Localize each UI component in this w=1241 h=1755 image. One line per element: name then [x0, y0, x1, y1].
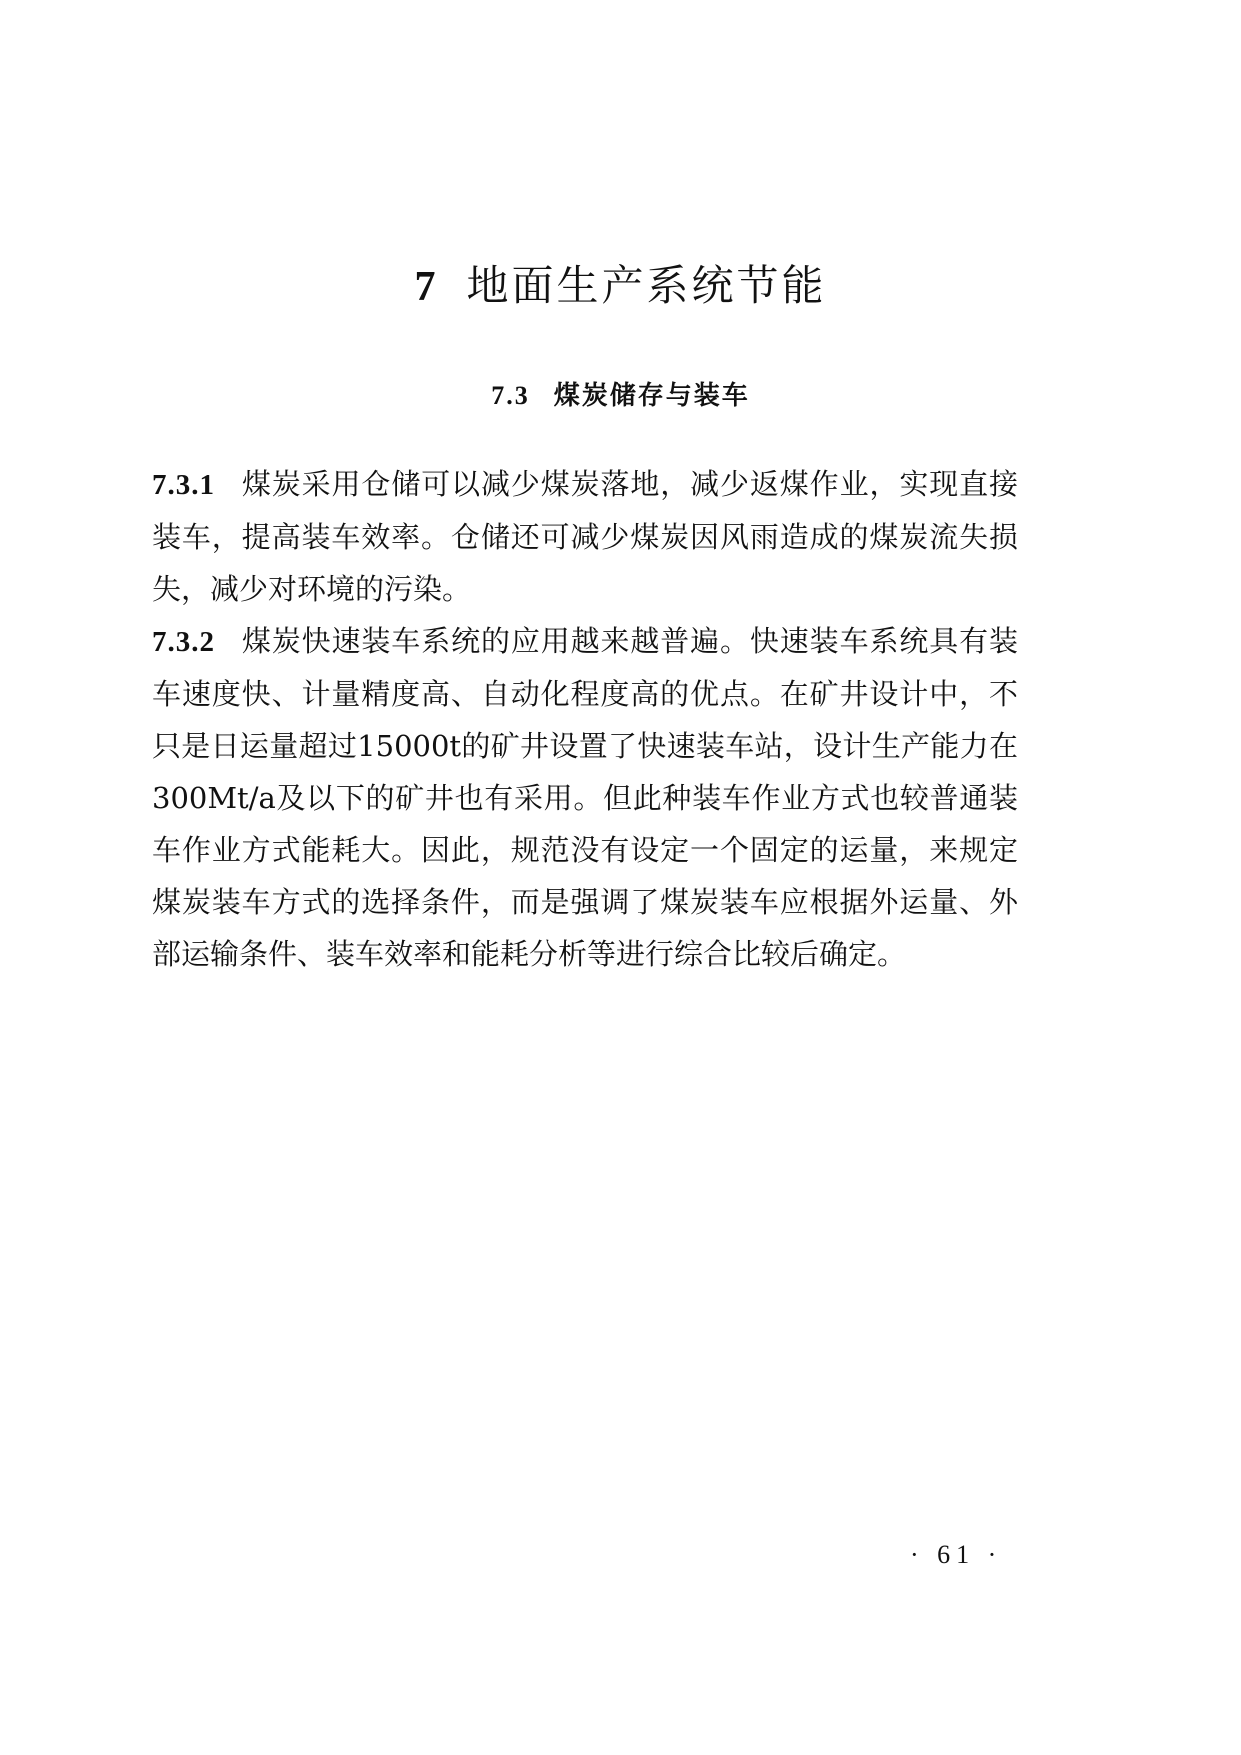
- chapter-title-text: 地面生产系统节能: [466, 261, 827, 310]
- page-number: · 61 ·: [910, 1540, 1003, 1569]
- chapter-title: [0, 258, 1241, 315]
- chapter-number: 7: [414, 264, 439, 310]
- clause-text: 煤炭快速装车系统的应用越来越普遍。快速装车系统具有装车速度快、计量精度高、自动化程度高的优点。在矿井设计中，不只是日运量超过15000t的矿井设置了快速装车站，设计生产能力在300Mt/a及以下的矿井也有采用。但此种装车作业方式也较普通装车作业方式能耗大。因此，规范没有设定一个固定的运量，来规定煤炭装车方式的选择条件，而是强调了煤炭装车应根据外运量、外部运输条件、装车效率和能耗分析等进行综合比较后确定。: [152, 624, 1018, 971]
- clause-text: 煤炭采用仓储可以减少煤炭落地，减少返煤作业，实现直接装车，提高装车效率。仓储还可减少煤炭因风雨造成的煤炭流失损失，减少对环境的污染。: [152, 467, 1018, 606]
- clause-7-3-1: [152, 458, 1018, 615]
- body-text: [152, 458, 1018, 980]
- clause-number: 7.3.2: [152, 626, 215, 658]
- section-title-text: 煤炭储存与装车: [553, 381, 750, 411]
- section-title: [0, 378, 1241, 414]
- clause-7-3-2: [152, 615, 1018, 980]
- section-number: 7.3: [491, 381, 530, 410]
- clause-number: 7.3.1: [152, 469, 215, 501]
